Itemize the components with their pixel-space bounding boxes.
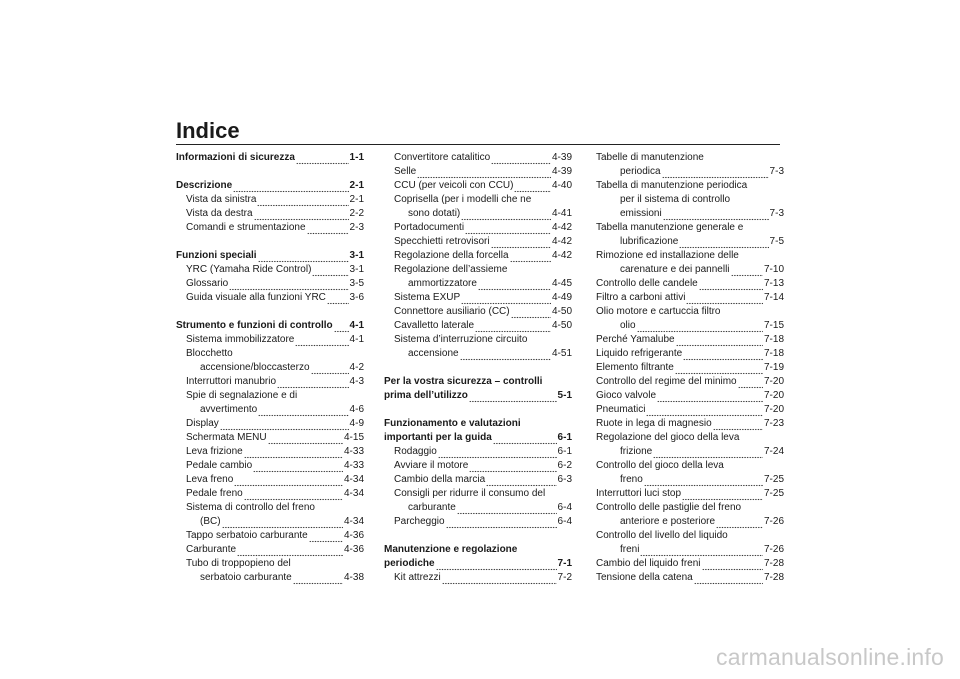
toc-page-number: 6-4 <box>557 516 572 527</box>
toc-page-number: 4-34 <box>343 516 364 527</box>
toc-entry[interactable] <box>176 403 364 417</box>
toc-entry[interactable] <box>596 291 784 305</box>
toc-entry-line[interactable]: Regolazione dell’assieme <box>394 264 508 275</box>
dot-leader <box>663 210 769 221</box>
dot-leader <box>446 518 557 529</box>
toc-page-number: 7-3 <box>769 208 784 219</box>
toc-entry-title: Guida visuale alla funzioni YRC <box>186 292 326 303</box>
toc-entry-line[interactable]: Controllo del livello del liquido <box>596 530 728 541</box>
toc-section-entry[interactable] <box>176 151 364 165</box>
toc-entry-title: Glossario <box>186 278 229 289</box>
toc-entry[interactable] <box>384 249 572 263</box>
toc-entry[interactable] <box>596 375 784 389</box>
toc-entry[interactable] <box>176 529 364 543</box>
toc-page-number: 7-20 <box>763 376 784 387</box>
section-spacer <box>384 403 572 417</box>
dot-leader <box>244 490 343 501</box>
toc-page-number: 4-42 <box>551 236 572 247</box>
toc-entry[interactable] <box>176 487 364 501</box>
dot-leader <box>640 546 763 557</box>
toc-entry[interactable] <box>384 347 572 361</box>
dot-leader <box>653 448 763 459</box>
toc-entry-title: Pedale cambio <box>186 460 253 471</box>
toc-page-number: 6-2 <box>557 460 572 471</box>
dot-leader <box>465 224 551 235</box>
toc-page-number: 7-13 <box>763 278 784 289</box>
dot-leader <box>438 448 557 459</box>
dot-leader <box>257 196 348 207</box>
dot-leader <box>417 168 551 179</box>
toc-page-number: 4-50 <box>551 320 572 331</box>
dot-leader <box>644 476 763 487</box>
toc-entry[interactable] <box>384 473 572 487</box>
toc-entry-title: (BC) <box>200 516 221 527</box>
section-spacer <box>176 305 364 319</box>
dot-leader <box>293 574 343 585</box>
dot-leader <box>234 476 343 487</box>
dot-leader <box>637 322 763 333</box>
toc-entry-title: Display <box>186 418 219 429</box>
toc-entry[interactable] <box>596 319 784 333</box>
toc-entry-title: Strumento e funzioni di controllo <box>176 320 333 331</box>
toc-column-1 <box>176 151 364 585</box>
toc-entry-title: Controllo delle candele <box>596 278 698 289</box>
toc-page-number: 4-51 <box>551 348 572 359</box>
toc-entry[interactable] <box>384 459 572 473</box>
toc-entry-title: Regolazione della forcella <box>394 250 509 261</box>
dot-leader <box>478 280 551 291</box>
toc-entry-title: anteriore e posteriore <box>620 516 716 527</box>
toc-entry-title: Sistema EXUP <box>394 292 461 303</box>
dot-leader <box>675 364 763 375</box>
toc-page-number: 7-18 <box>763 348 784 359</box>
toc-entry-title: Controllo del regime del minimo <box>596 376 737 387</box>
dot-leader <box>662 168 769 179</box>
toc-page-number: 4-15 <box>343 432 364 443</box>
toc-entry[interactable] <box>596 389 784 403</box>
toc-entry-title: Cambio della marcia <box>394 474 486 485</box>
toc-entry-title: serbatoio carburante <box>200 572 292 583</box>
toc-page-number: 2-2 <box>349 208 364 219</box>
toc-entry-line[interactable]: Controllo delle pastiglie del freno <box>596 502 742 513</box>
section-spacer <box>384 529 572 543</box>
dot-leader <box>222 518 343 529</box>
toc-page-number: 1-1 <box>349 152 364 163</box>
toc-entry-title: avvertimento <box>200 404 258 415</box>
dot-leader <box>491 154 551 165</box>
toc-page-number: 4-50 <box>551 306 572 317</box>
dot-leader <box>309 532 343 543</box>
dot-leader <box>460 350 551 361</box>
toc-page-number: 6-4 <box>557 502 572 513</box>
toc-column-3 <box>596 151 784 585</box>
toc-page-number: 2-1 <box>349 194 364 205</box>
toc-entry[interactable] <box>176 543 364 557</box>
toc-entry[interactable] <box>596 277 784 291</box>
toc-page-number: 4-6 <box>349 404 364 415</box>
toc-entry-title: Leva frizione <box>186 446 243 457</box>
toc-page-number: 7-2 <box>557 572 572 583</box>
dot-leader <box>646 406 763 417</box>
toc-page-number: 7-3 <box>769 166 784 177</box>
toc-entry[interactable] <box>596 403 784 417</box>
toc-entry[interactable] <box>596 487 784 501</box>
toc-entry-title: lubrificazione <box>620 236 679 247</box>
toc-entry-title: Gioco valvole <box>596 390 657 401</box>
toc-page-number: 4-1 <box>349 334 364 345</box>
toc-entry-title: Tappo serbatoio carburante <box>186 530 308 541</box>
dot-leader <box>683 350 763 361</box>
toc-page-number: 3-1 <box>349 250 364 261</box>
dot-leader <box>510 252 551 263</box>
toc-entry-title: frizione <box>620 446 653 457</box>
toc-entry-line[interactable]: Spie di segnalazione e di <box>186 390 298 401</box>
toc-entry-line[interactable]: Tabella manutenzione generale e <box>596 222 744 233</box>
toc-entry[interactable] <box>384 445 572 459</box>
toc-page-number: 7-25 <box>763 474 784 485</box>
toc-entry-title: ammortizzatore <box>408 278 477 289</box>
toc-page-number: 4-9 <box>349 418 364 429</box>
toc-entry[interactable] <box>596 361 784 375</box>
toc-section-entry[interactable] <box>176 319 364 333</box>
dot-leader <box>268 434 343 445</box>
toc-entry[interactable] <box>596 165 784 179</box>
toc-entry-line[interactable]: Sistema d’interruzione circuito <box>394 334 528 345</box>
toc-entry[interactable] <box>176 291 364 305</box>
dot-leader <box>436 560 557 571</box>
toc-page-number: 4-45 <box>551 278 572 289</box>
toc-entry-title: carenature e dei pannelli <box>620 264 730 275</box>
dot-leader <box>657 392 763 403</box>
toc-page-number: 4-33 <box>343 446 364 457</box>
toc-entry-line[interactable]: Controllo del gioco della leva <box>596 460 724 471</box>
toc-page-number: 4-42 <box>551 250 572 261</box>
toc-entry-title: Filtro a carboni attivi <box>596 292 686 303</box>
section-spacer <box>384 361 572 375</box>
toc-page-number: 4-34 <box>343 488 364 499</box>
toc-entry-title: Sistema immobilizzatore <box>186 334 295 345</box>
toc-entry-title: Interruttori manubrio <box>186 376 277 387</box>
toc-page-number: 7-26 <box>763 516 784 527</box>
toc-page-number: 4-38 <box>343 572 364 583</box>
toc-entry-line[interactable]: Olio motore e cartuccia filtro <box>596 306 721 317</box>
toc-entry-title: Pedale freno <box>186 488 243 499</box>
section-spacer <box>176 235 364 249</box>
toc-section-heading-line[interactable]: Funzionamento e valutazioni <box>384 418 521 429</box>
toc-page-number: 7-14 <box>763 292 784 303</box>
toc-entry-title: prima dell’utilizzo <box>384 390 468 401</box>
toc-page-number: 7-28 <box>763 558 784 569</box>
toc-entry-title: Cambio del liquido freni <box>596 558 701 569</box>
toc-entry[interactable] <box>596 557 784 571</box>
toc-entry[interactable] <box>384 291 572 305</box>
dot-leader <box>713 420 763 431</box>
toc-section-entry[interactable] <box>384 557 572 571</box>
toc-entry-title: periodica <box>620 166 661 177</box>
toc-page-number: 7-20 <box>763 404 784 415</box>
toc-page-number: 4-36 <box>343 530 364 541</box>
dot-leader <box>327 294 349 305</box>
toc-entry-title: accensione/bloccasterzo <box>200 362 310 373</box>
toc-entry[interactable] <box>176 263 364 277</box>
toc-page-number: 7-5 <box>769 236 784 247</box>
dot-leader <box>469 462 556 473</box>
toc-entry-title: Parcheggio <box>394 516 445 527</box>
toc-entry[interactable] <box>384 571 572 585</box>
dot-leader <box>237 546 343 557</box>
dot-leader <box>220 420 349 431</box>
toc-page-number: 4-41 <box>551 208 572 219</box>
toc-entry-title: Ruote in lega di magnesio <box>596 418 712 429</box>
toc-page-number: 6-1 <box>557 446 572 457</box>
toc-section-heading-line[interactable]: Manutenzione e regolazione <box>384 544 518 555</box>
toc-entry[interactable] <box>176 375 364 389</box>
toc-page-number: 7-1 <box>557 558 572 569</box>
dot-leader <box>493 434 557 445</box>
toc-section-entry[interactable] <box>176 179 364 193</box>
dot-leader <box>511 308 551 319</box>
toc-entry-line[interactable]: per il sistema di controllo <box>620 194 731 205</box>
toc-page-number: 4-33 <box>343 460 364 471</box>
toc-entry[interactable] <box>596 347 784 361</box>
toc-entry[interactable] <box>596 333 784 347</box>
toc-entry-title: Perché Yamalube <box>596 334 675 345</box>
toc-entry[interactable] <box>384 207 572 221</box>
dot-leader <box>461 294 551 305</box>
toc-entry-title: freni <box>620 544 640 555</box>
toc-section-heading-line[interactable]: Per la vostra sicurezza – controlli <box>384 376 543 387</box>
toc-entry-title: Pneumatici <box>596 404 646 415</box>
toc-page-number: 5-1 <box>557 390 572 401</box>
toc-entry-title: Specchietti retrovisori <box>394 236 490 247</box>
toc-entry[interactable] <box>596 207 784 221</box>
toc-entry-title: Descrizione <box>176 180 233 191</box>
toc-page-number: 7-24 <box>763 446 784 457</box>
dot-leader <box>469 392 557 403</box>
toc-entry[interactable] <box>384 515 572 529</box>
dot-leader <box>334 322 349 333</box>
toc-entry-title: importanti per la guida <box>384 432 492 443</box>
toc-section-entry[interactable] <box>384 431 572 445</box>
toc-entry[interactable] <box>596 445 784 459</box>
toc-entry-line[interactable]: Tabella di manutenzione periodica <box>596 180 748 191</box>
dot-leader <box>514 182 551 193</box>
dot-leader <box>244 448 343 459</box>
toc-column-2 <box>384 151 572 585</box>
toc-page-number: 3-1 <box>349 264 364 275</box>
toc-entry-title: Interruttori luci stop <box>596 488 682 499</box>
toc-entry[interactable] <box>384 305 572 319</box>
toc-entry-line[interactable]: Regolazione del gioco della leva <box>596 432 740 443</box>
toc-section-entry[interactable] <box>384 389 572 403</box>
toc-entry[interactable] <box>596 543 784 557</box>
toc-page-number: 4-1 <box>349 320 364 331</box>
toc-entry[interactable] <box>596 571 784 585</box>
toc-entry-line[interactable]: Tubo di troppopieno del <box>186 558 291 569</box>
toc-entry-title: Kit attrezzi <box>394 572 441 583</box>
toc-entry[interactable] <box>384 319 572 333</box>
toc-entry-title: Selle <box>394 166 417 177</box>
toc-entry[interactable] <box>596 515 784 529</box>
dot-leader <box>699 280 763 291</box>
toc-entry-title: Liquido refrigerante <box>596 348 683 359</box>
dot-leader <box>738 378 763 389</box>
toc-entry-title: Rodaggio <box>394 446 437 457</box>
dot-leader <box>676 336 763 347</box>
toc-entry[interactable] <box>596 235 784 249</box>
toc-entry[interactable] <box>176 515 364 529</box>
toc-entry[interactable] <box>384 165 572 179</box>
dot-leader <box>731 266 763 277</box>
dot-leader <box>307 224 349 235</box>
toc-page-number: 4-42 <box>551 222 572 233</box>
toc-entry[interactable] <box>384 221 572 235</box>
toc-entry[interactable] <box>384 277 572 291</box>
toc-entry-line[interactable]: Tabelle di manutenzione <box>596 152 704 163</box>
dot-leader <box>457 504 557 515</box>
toc-page-number: 2-3 <box>349 222 364 233</box>
toc-page-number: 4-34 <box>343 474 364 485</box>
toc-page-number: 6-1 <box>557 432 572 443</box>
toc-entry-title: emissioni <box>620 208 662 219</box>
dot-leader <box>312 266 348 277</box>
toc-entry[interactable] <box>596 417 784 431</box>
dot-leader <box>475 322 551 333</box>
toc-page-number: 7-20 <box>763 390 784 401</box>
dot-leader <box>679 238 768 249</box>
toc-entry[interactable] <box>384 501 572 515</box>
toc-entry-title: freno <box>620 474 643 485</box>
toc-entry-title: olio <box>620 320 636 331</box>
toc-entry-title: Carburante <box>186 544 237 555</box>
dot-leader <box>253 462 343 473</box>
toc-page-number: 7-28 <box>763 572 784 583</box>
toc-entry-title: Informazioni di sicurezza <box>176 152 295 163</box>
toc-entry-line[interactable]: Consigli per ridurre il consumo del <box>394 488 546 499</box>
toc-entry[interactable] <box>384 151 572 165</box>
dot-leader <box>694 574 763 585</box>
toc-entry-title: Avviare il motore <box>394 460 469 471</box>
toc-entry-title: Vista da destra <box>186 208 253 219</box>
toc-entry-title: Schermata MENU <box>186 432 267 443</box>
dot-leader <box>296 154 349 165</box>
toc-entry-title: Elemento filtrante <box>596 362 674 373</box>
dot-leader <box>233 182 348 193</box>
toc-entry-title: Tensione della catena <box>596 572 693 583</box>
dot-leader <box>258 406 348 417</box>
toc-page-number: 7-23 <box>763 418 784 429</box>
toc-page-number: 7-10 <box>763 264 784 275</box>
dot-leader <box>311 364 349 375</box>
toc-entry-title: CCU (per veicoli con CCU) <box>394 180 514 191</box>
dot-leader <box>486 476 556 487</box>
toc-page-number: 4-39 <box>551 166 572 177</box>
toc-page-number: 4-40 <box>551 180 572 191</box>
toc-entry-title: periodiche <box>384 558 435 569</box>
toc-entry[interactable] <box>384 179 572 193</box>
toc-page-number: 4-39 <box>551 152 572 163</box>
toc-entry[interactable] <box>176 361 364 375</box>
toc-entry-title: Connettore ausiliario (CC) <box>394 306 510 317</box>
toc-entry-line[interactable]: Rimozione ed installazione delle <box>596 250 739 261</box>
toc-entry[interactable] <box>176 277 364 291</box>
dot-leader <box>461 210 551 221</box>
dot-leader <box>686 294 763 305</box>
toc-entry-line[interactable]: Coprisella (per i modelli che ne <box>394 194 532 205</box>
toc-entry-title: Cavalletto laterale <box>394 320 475 331</box>
toc-entry-line[interactable]: Sistema di controllo del freno <box>186 502 315 513</box>
toc-page-number: 4-2 <box>349 362 364 373</box>
toc-entry[interactable] <box>176 431 364 445</box>
toc-section-entry[interactable] <box>176 249 364 263</box>
toc-entry[interactable] <box>596 473 784 487</box>
toc-page-number: 4-3 <box>349 376 364 387</box>
toc-entry[interactable] <box>176 571 364 585</box>
watermark: carmanualsonline.info <box>716 644 944 670</box>
title-divider <box>176 144 780 145</box>
toc-page-number: 6-3 <box>557 474 572 485</box>
toc-entry[interactable] <box>596 263 784 277</box>
toc-entry-title: accensione <box>408 348 459 359</box>
toc-entry[interactable] <box>176 193 364 207</box>
toc-entry-title: Vista da sinistra <box>186 194 257 205</box>
toc-page-number: 7-15 <box>763 320 784 331</box>
toc-entry-title: sono dotati) <box>408 208 461 219</box>
toc-entry-title: Convertitore catalitico <box>394 152 491 163</box>
dot-leader <box>491 238 551 249</box>
toc-page-number: 7-19 <box>763 362 784 373</box>
dot-leader <box>442 574 557 585</box>
dot-leader <box>295 336 348 347</box>
toc-page-number: 7-25 <box>763 488 784 499</box>
dot-leader <box>277 378 349 389</box>
toc-entry-title: Leva freno <box>186 474 234 485</box>
toc-entry-title: Funzioni speciali <box>176 250 257 261</box>
toc-page-number: 4-49 <box>551 292 572 303</box>
toc-entry-title: Portadocumenti <box>394 222 465 233</box>
toc-entry[interactable] <box>176 417 364 431</box>
toc-page-number: 2-1 <box>349 180 364 191</box>
dot-leader <box>682 490 763 501</box>
toc-page-number: 7-26 <box>763 544 784 555</box>
section-spacer <box>176 165 364 179</box>
dot-leader <box>254 210 349 221</box>
dot-leader <box>229 280 348 291</box>
toc-entry[interactable] <box>176 221 364 235</box>
dot-leader <box>716 518 763 529</box>
toc-page-number: 7-18 <box>763 334 784 345</box>
toc-entry[interactable] <box>176 207 364 221</box>
page-title: Indice <box>176 118 240 143</box>
toc-entry[interactable] <box>176 445 364 459</box>
toc-page-number: 3-5 <box>349 278 364 289</box>
toc-entry[interactable] <box>384 235 572 249</box>
toc-entry-line[interactable]: Blocchetto <box>186 348 233 359</box>
toc-page-number: 4-36 <box>343 544 364 555</box>
toc-entry[interactable] <box>176 459 364 473</box>
dot-leader <box>258 252 349 263</box>
toc-entry-title: carburante <box>408 502 456 513</box>
toc-page-number: 3-6 <box>349 292 364 303</box>
toc-entry[interactable] <box>176 333 364 347</box>
toc-entry[interactable] <box>176 473 364 487</box>
toc-entry-title: YRC (Yamaha Ride Control) <box>186 264 312 275</box>
toc-entry-title: Comandi e strumentazione <box>186 222 306 233</box>
dot-leader <box>702 560 763 571</box>
